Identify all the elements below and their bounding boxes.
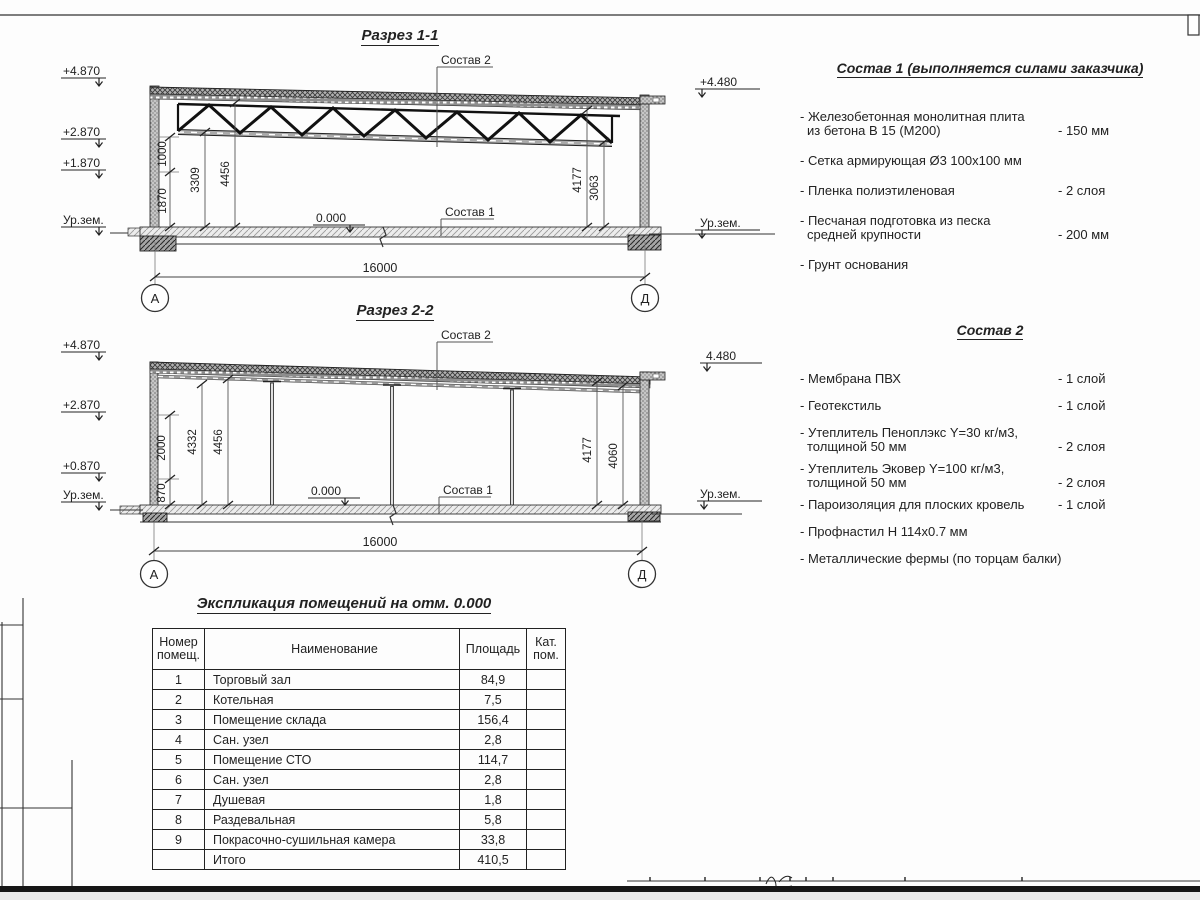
elevation-arrow-icon bbox=[699, 89, 706, 97]
axis-bubble-a bbox=[141, 561, 168, 588]
material-item bbox=[800, 426, 1195, 454]
material-text: - Утеплитель Эковер Y=100 кг/м3, bbox=[800, 461, 1005, 476]
dimension-16000 bbox=[149, 520, 647, 560]
table-header-row bbox=[153, 629, 566, 670]
col-header-name: Наименование bbox=[205, 629, 460, 670]
material-value: - 1 слой bbox=[1058, 497, 1106, 512]
dimension-4456 bbox=[213, 375, 233, 509]
section-2-drawing bbox=[50, 320, 790, 600]
material-item bbox=[800, 110, 1195, 138]
dimension-4332 bbox=[187, 380, 207, 509]
svg-text:Ур.зем.: Ур.зем. bbox=[63, 213, 104, 227]
col-header-area: Площадь bbox=[460, 629, 527, 670]
elevation-arrow-icon bbox=[96, 139, 103, 147]
table-row: 8 Раздевальная 5,8 bbox=[153, 810, 566, 830]
svg-text:0.000: 0.000 bbox=[311, 484, 342, 498]
svg-text:4060: 4060 bbox=[608, 443, 620, 469]
svg-text:Состав 2: Состав 2 bbox=[441, 53, 491, 67]
svg-text:4177: 4177 bbox=[582, 437, 594, 463]
material-text: - Железобетонная монолитная плита bbox=[800, 109, 1025, 124]
elevation-arrow-icon bbox=[96, 473, 103, 481]
sostav2-title: Состав 2 bbox=[956, 322, 1024, 338]
dimension-16000 bbox=[150, 242, 650, 284]
svg-text:4456: 4456 bbox=[213, 429, 225, 455]
svg-text:3063: 3063 bbox=[589, 175, 601, 201]
section-2-title: Разрез 2-2 bbox=[356, 302, 434, 319]
elevation-arrow-icon bbox=[96, 170, 103, 178]
svg-text:+4.870: +4.870 bbox=[63, 64, 101, 78]
steel-truss bbox=[178, 104, 620, 147]
material-value: - 2 слоя bbox=[1058, 439, 1106, 454]
material-item bbox=[800, 154, 1195, 168]
material-text: - Сетка армирующая Ø3 100х100 мм bbox=[800, 153, 1022, 168]
dimension-4060 bbox=[608, 382, 628, 509]
floor-slab bbox=[128, 227, 661, 247]
svg-text:1000: 1000 bbox=[157, 141, 169, 167]
explication-title: Экспликация помещений на отм. 0.000 bbox=[196, 595, 492, 612]
svg-text:Ур.зем.: Ур.зем. bbox=[63, 488, 104, 502]
material-text: - Геотекстиль bbox=[800, 398, 882, 413]
elevation-mark bbox=[61, 64, 106, 86]
material-item bbox=[800, 552, 1195, 566]
svg-text:16000: 16000 bbox=[362, 261, 398, 275]
material-text: средней крупности bbox=[807, 227, 921, 242]
roof-assembly bbox=[150, 87, 648, 110]
explication-table bbox=[152, 628, 566, 870]
table-row: 3 Помещение склада 156,4 bbox=[153, 710, 566, 730]
axis-bubble-a bbox=[142, 285, 169, 312]
table-row: 6 Сан. узел 2,8 bbox=[153, 770, 566, 790]
material-item bbox=[800, 184, 1195, 198]
zero-level-mark bbox=[308, 484, 360, 505]
material-item bbox=[800, 525, 1195, 539]
svg-text:0.000: 0.000 bbox=[316, 211, 347, 225]
svg-text:А: А bbox=[149, 567, 159, 582]
table-row: 9 Покрасочно-сушильная камера 33,8 bbox=[153, 830, 566, 850]
material-value: - 1 слой bbox=[1058, 371, 1106, 386]
elevation-arrow-icon bbox=[699, 230, 706, 238]
elevation-arrow-icon bbox=[96, 502, 103, 510]
material-text: - Пленка полиэтиленовая bbox=[800, 183, 955, 198]
table-row: 4 Сан. узел 2,8 bbox=[153, 730, 566, 750]
floor-slab bbox=[120, 505, 661, 525]
svg-text:4.480: 4.480 bbox=[706, 349, 737, 363]
axis-bubble-d bbox=[632, 285, 659, 312]
svg-text:Ур.зем.: Ур.зем. bbox=[700, 487, 741, 501]
dimension-3063 bbox=[589, 138, 609, 231]
elevation-mark bbox=[697, 487, 762, 509]
svg-text:1870: 1870 bbox=[157, 188, 169, 214]
dimension-1000-1870 bbox=[157, 133, 179, 231]
svg-text:+0.870: +0.870 bbox=[63, 459, 101, 473]
svg-text:Состав 2: Состав 2 bbox=[441, 328, 491, 342]
material-text: - Утеплитель Пеноплэкс Y=30 кг/м3, bbox=[800, 425, 1019, 440]
dimension-2000-870 bbox=[156, 411, 179, 509]
material-text: - Профнастил Н 114х0.7 мм bbox=[800, 524, 968, 539]
material-text: - Пароизоляция для плоских кровель bbox=[800, 497, 1025, 512]
sostav2-list bbox=[800, 372, 1195, 579]
material-item bbox=[800, 214, 1195, 242]
elevation-mark bbox=[61, 488, 106, 510]
elevation-arrow-icon bbox=[96, 78, 103, 86]
svg-text:Ур.зем.: Ур.зем. bbox=[700, 216, 741, 230]
material-item bbox=[800, 399, 1195, 413]
table-row: 1 Торговый зал 84,9 bbox=[153, 670, 566, 690]
elevation-arrow-icon bbox=[342, 498, 349, 505]
sostav1-list bbox=[800, 110, 1195, 288]
dimension-4177 bbox=[582, 378, 602, 509]
table-row: 2 Котельная 7,5 bbox=[153, 690, 566, 710]
elevation-mark bbox=[61, 156, 106, 178]
table-row-total: Итого 410,5 bbox=[153, 850, 566, 870]
material-value: - 2 слоя bbox=[1058, 183, 1106, 198]
elevation-mark bbox=[61, 125, 106, 147]
dimension-3309 bbox=[190, 128, 210, 231]
svg-text:16000: 16000 bbox=[362, 535, 398, 549]
elevation-arrow-icon bbox=[701, 501, 708, 509]
elevation-mark bbox=[695, 216, 760, 238]
table-row: 7 Душевая 1,8 bbox=[153, 790, 566, 810]
elevation-mark bbox=[61, 338, 106, 360]
svg-text:3309: 3309 bbox=[190, 167, 202, 193]
col-header-number: Номер помещ. bbox=[153, 629, 205, 670]
elevation-arrow-icon bbox=[96, 412, 103, 420]
table-row: 5 Помещение СТО 114,7 bbox=[153, 750, 566, 770]
roof-assembly bbox=[150, 362, 650, 393]
svg-text:870: 870 bbox=[156, 483, 168, 503]
svg-text:+1.870: +1.870 bbox=[63, 156, 101, 170]
svg-text:+2.870: +2.870 bbox=[63, 398, 101, 412]
svg-text:Д: Д bbox=[640, 291, 650, 306]
svg-text:Состав 1: Состав 1 bbox=[445, 205, 495, 219]
svg-text:2000: 2000 bbox=[156, 435, 168, 461]
elevation-mark bbox=[61, 459, 106, 481]
section-1-drawing bbox=[50, 50, 790, 320]
right-wall bbox=[640, 372, 665, 515]
svg-text:Состав 1: Состав 1 bbox=[443, 483, 493, 497]
elevation-arrow-icon bbox=[96, 227, 103, 235]
material-text: - Мембрана ПВХ bbox=[800, 371, 901, 386]
material-item bbox=[800, 498, 1195, 512]
elevation-mark bbox=[700, 349, 762, 371]
svg-text:+4.480: +4.480 bbox=[700, 75, 738, 89]
material-text: - Металлические фермы (по торцам балки) bbox=[800, 551, 1062, 566]
material-value: - 2 слоя bbox=[1058, 475, 1106, 490]
material-value: - 150 мм bbox=[1058, 123, 1110, 138]
svg-text:+2.870: +2.870 bbox=[63, 125, 101, 139]
elevation-mark bbox=[61, 398, 106, 420]
col-header-cat: Кат. пом. bbox=[527, 629, 566, 670]
right-wall bbox=[640, 95, 665, 231]
svg-text:+4.870: +4.870 bbox=[63, 338, 101, 352]
section-1-title: Разрез 1-1 bbox=[361, 27, 439, 44]
elevation-arrow-icon bbox=[96, 352, 103, 360]
svg-text:4456: 4456 bbox=[220, 161, 232, 187]
material-text: - Песчаная подготовка из песка bbox=[800, 213, 991, 228]
svg-text:4332: 4332 bbox=[187, 429, 199, 455]
material-item bbox=[800, 258, 1195, 272]
material-value: - 1 слой bbox=[1058, 398, 1106, 413]
sostav1-title: Состав 1 (выполняется силами заказчика) bbox=[836, 60, 1144, 76]
svg-text:Д: Д bbox=[637, 567, 647, 582]
material-value: - 200 мм bbox=[1058, 227, 1110, 242]
material-item bbox=[800, 372, 1195, 386]
svg-text:4177: 4177 bbox=[572, 167, 584, 193]
material-item bbox=[800, 462, 1195, 490]
material-text: толщиной 50 мм bbox=[807, 439, 907, 454]
material-text: - Грунт основания bbox=[800, 257, 909, 272]
material-text: толщиной 50 мм bbox=[807, 475, 907, 490]
material-text: из бетона В 15 (М200) bbox=[807, 123, 941, 138]
dimension-4177 bbox=[572, 106, 592, 231]
svg-text:А: А bbox=[150, 291, 160, 306]
elevation-mark bbox=[695, 75, 760, 97]
elevation-arrow-icon bbox=[704, 363, 711, 371]
axis-bubble-d bbox=[629, 561, 656, 588]
elevation-mark bbox=[61, 213, 106, 235]
